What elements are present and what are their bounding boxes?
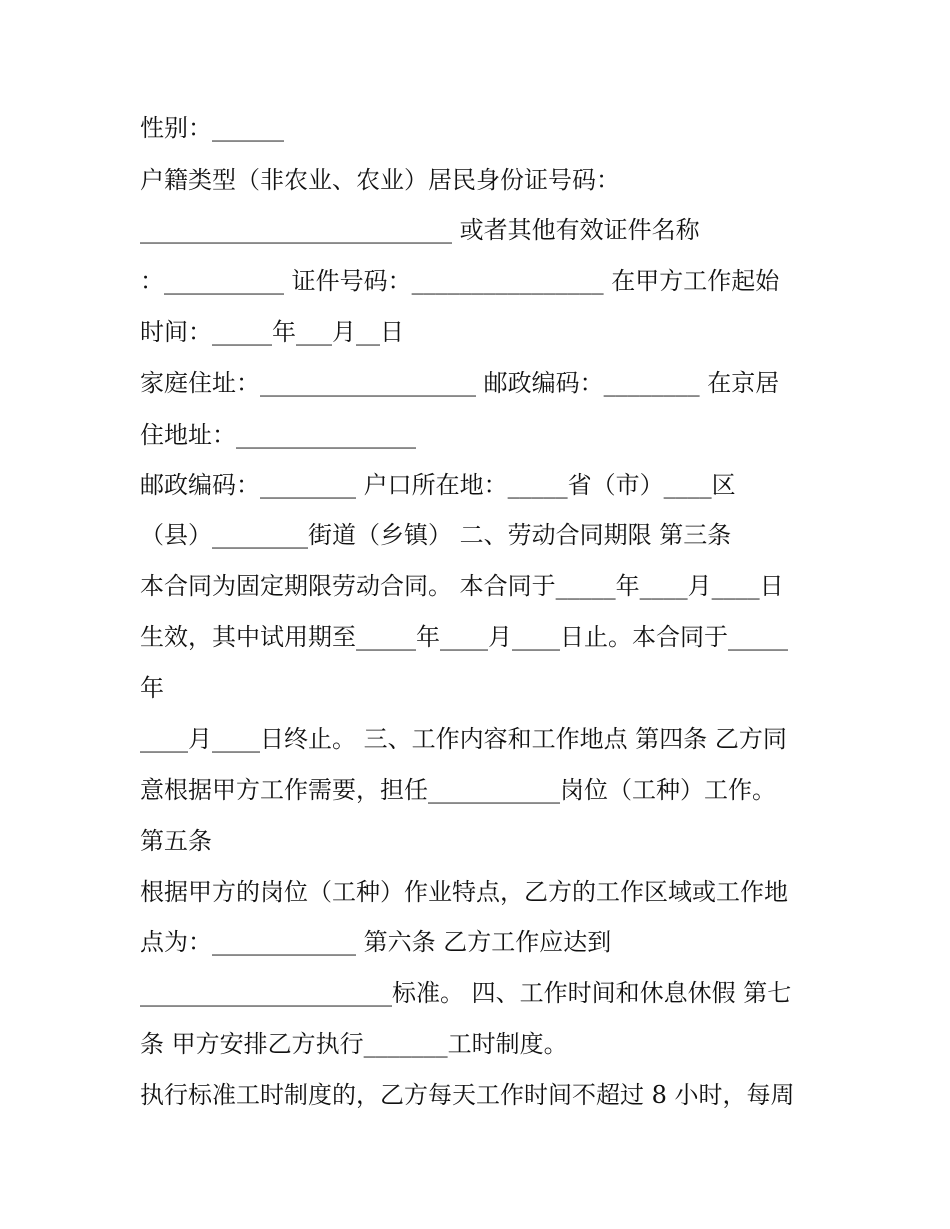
text-line-home-address: 家庭住址：__________________ 邮政编码：________ 在京居: [140, 369, 780, 397]
text-line-year: 年: [140, 674, 164, 702]
text-line-contract-type: 本合同为固定期限劳动合同。 本合同于_____年____月____日: [140, 572, 784, 600]
text-line-work-area: 根据甲方的岗位（工种）作业特点，乙方的工作区域或工作地: [140, 878, 788, 906]
text-line-standard: _____________________标准。 四、工作时间和休息休假 第七: [140, 979, 792, 1007]
text-line-working-hours-system: 条 甲方安排乙方执行_______工时制度。: [140, 1030, 568, 1058]
text-line-county-street: （县）________街道（乡镇） 二、劳动合同期限 第三条: [140, 521, 732, 549]
text-line-gender: 性别：______: [140, 114, 284, 142]
text-line-start-time: 时间：_____年___月__日: [140, 318, 404, 346]
text-line-id-blank: __________________________ 或者其他有效证件名称: [140, 216, 700, 244]
text-line-certificate: ：__________ 证件号码：________________ 在甲方工作起始: [140, 267, 780, 295]
text-line-work-location: 点为：____________ 第六条 乙方工作应达到: [140, 928, 612, 956]
text-line-beijing-address: 住地址：_______________: [140, 421, 416, 449]
text-line-article-five: 第五条: [140, 827, 212, 855]
text-line-hukou: 邮政编码：________ 户口所在地：_____省（市）____区: [140, 471, 736, 499]
text-line-probation: 生效，其中试用期至_____年____月____日止。本合同于_____: [140, 623, 788, 651]
text-line-household-type: 户籍类型（非农业、农业）居民身份证号码：: [140, 166, 620, 194]
text-line-termination: ____月____日终止。 三、工作内容和工作地点 第四条 乙方同: [140, 725, 787, 753]
text-line-position: 意根据甲方工作需要，担任___________岗位（工种）工作。: [140, 776, 776, 804]
text-line-standard-hours: 执行标准工时制度的，乙方每天工作时间不超过 8 小时，每周: [140, 1081, 795, 1109]
